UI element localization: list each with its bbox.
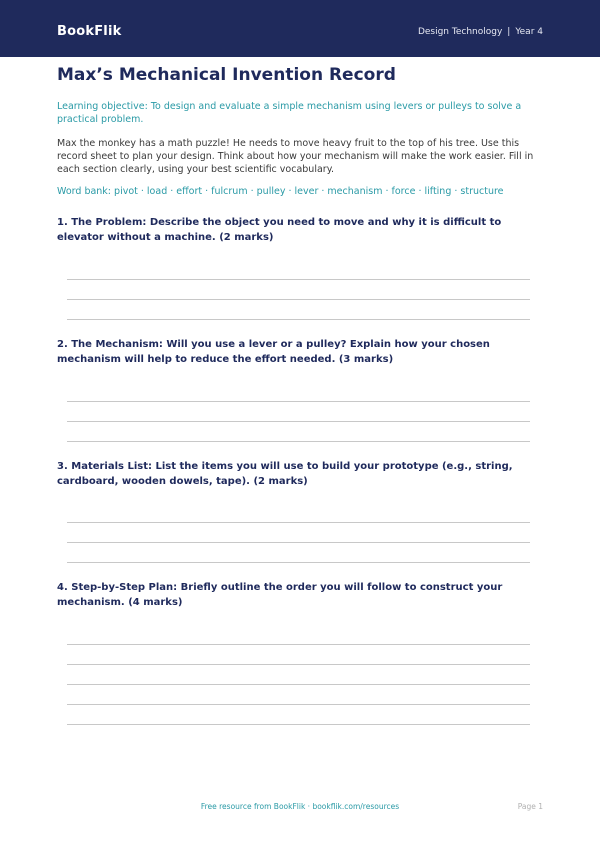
answer-line[interactable] [67,421,530,422]
subject-label: Design Technology [417,27,503,37]
year-label: Year 4 [515,27,543,37]
page-title: Max’s Mechanical Invention Record [57,65,396,85]
page-header [0,0,600,57]
question-2: 2. The Mechanism: Will you use a lever or a pulley? Explain how your chosen mechanism will help to reduce the effort needed. (3 marks) [57,339,490,365]
footer-credit: Free resource from BookFlik · bookflik.com/resources [200,802,400,811]
meta-separator: | [507,27,511,37]
answer-line[interactable] [67,542,530,543]
answer-line[interactable] [67,562,530,563]
page-number: Page 1 [517,802,543,811]
learning-objective: Learning objective: To design and evaluate a simple mechanism using levers or pulleys to solve a practical problem. [57,101,522,125]
answer-line[interactable] [67,522,530,523]
header-meta [418,27,543,37]
answer-line[interactable] [67,319,530,320]
question-4: 4. Step-by-Step Plan: Briefly outline the order you will follow to construct your mechanism. (4 marks) [57,582,503,608]
answer-line[interactable] [67,704,530,705]
answer-line[interactable] [67,401,530,402]
word-bank: Word bank: pivot · load · effort · fulcrum · pulley · lever · mechanism · force · lifting · structure [57,186,504,197]
question-1: 1. The Problem: Describe the object you need to move and why it is difficult to elevator without a machine. (2 marks) [57,217,502,243]
brand-logo: BookFlik [57,24,122,39]
answer-line[interactable] [67,299,530,300]
question-3: 3. Materials List: List the items you will use to build your prototype (e.g., string, cardboard, wooden dowels, tape). (2 marks) [57,461,513,487]
answer-line[interactable] [67,684,530,685]
answer-line[interactable] [67,724,530,725]
answer-line[interactable] [67,279,530,280]
answer-line[interactable] [67,644,530,645]
answer-line[interactable] [67,664,530,665]
answer-line[interactable] [67,441,530,442]
intro-paragraph: Max the monkey has a math puzzle! He needs to move heavy fruit to the top of his tree. Use this record sheet to plan your design. Think about how your mechanism will make the work easier. Fill in each section clearly, using your best scientific vocabulary. [57,138,534,175]
